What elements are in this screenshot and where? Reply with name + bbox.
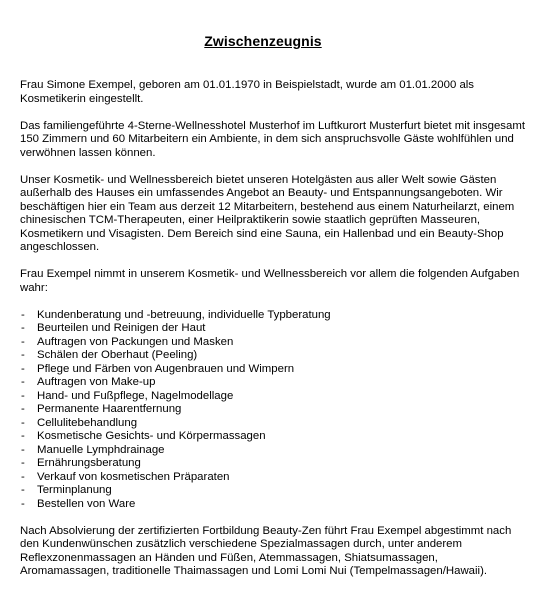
bullet-dash: -: [21, 389, 25, 402]
bullet-dash: -: [21, 470, 25, 483]
task-list: [20, 309, 526, 512]
document-title: Zwischenzeugnis: [204, 33, 322, 49]
tasks-intro-paragraph: Frau Exempel nimmt in unserem Kosmetik- und Wellnessbereich vor allem die folgenden Aufgaben wahr:: [20, 268, 520, 294]
list-item: [20, 417, 526, 431]
task-text: Hand- und Fußpflege, Nagelmodellage: [37, 389, 234, 402]
bullet-dash: -: [21, 497, 25, 510]
task-text: Cellulitebehandlung: [37, 416, 138, 429]
document-body: [20, 79, 526, 592]
task-text: Terminplanung: [37, 484, 112, 496]
special-massages-paragraph: Nach Absolvierung der zertifizierten Fortbildung Beauty-Zen führt Frau Exempel abgestimmt nach den Kundenwünschen zusätzlich verschiedene Spezialmassagen durch, unter anderem Reflexzonenmassagen an Händen und Füßen, Atemmassagen, Shiatsumassagen, Aromamassagen, traditionelle Thaimassagen und Lomi Lomi Nui (Tempelmassagen/Hawaii).: [20, 524, 512, 577]
bullet-dash: -: [21, 376, 25, 388]
task-text: Ernährungsberatung: [37, 457, 141, 469]
list-item: [20, 376, 526, 390]
task-text: Permanente Haarentfernung: [37, 403, 182, 415]
bullet-dash: -: [21, 322, 25, 334]
bullet-dash: -: [21, 349, 25, 361]
task-text: Beurteilen und Reinigen der Haut: [37, 322, 206, 334]
bullet-dash: -: [21, 403, 25, 415]
bullet-dash: -: [21, 430, 25, 442]
task-text: Auftragen von Packungen und Masken: [37, 335, 234, 348]
list-item: [20, 430, 526, 444]
list-item: [20, 457, 526, 471]
list-item: [20, 484, 526, 498]
list-item: [20, 363, 526, 377]
bullet-dash: -: [21, 335, 25, 348]
bullet-dash: -: [21, 443, 25, 456]
list-item: [20, 336, 526, 350]
bullet-dash: -: [21, 416, 25, 429]
bullet-dash: -: [21, 362, 25, 375]
task-text: Kundenberatung und -betreuung, individuelle Typberatung: [37, 308, 331, 321]
list-item: [20, 309, 526, 323]
task-text: Bestellen von Ware: [37, 497, 136, 510]
wellness-area-paragraph: Unser Kosmetik- und Wellnessbereich bietet unseren Hotelgästen aus aller Welt sowie Gästen außerhalb des Hauses ein umfassendes Angebot an Beauty- und Entspannungsangeboten. Wir beschäftigen hier ein Team aus derzeit 12 Mitarbeitern, bestehend aus einem Naturheilarzt, einem chinesischen TCM-Therapeuten, einer Heilpraktikerin sowie staatlich geprüften Masseuren, Kosmetikern und Visagisten. Dem Bereich sind eine Sauna, ein Hallenbad und ein Beauty-Shop angeschlossen.: [20, 173, 515, 253]
bullet-dash: -: [21, 484, 25, 496]
bullet-dash: -: [21, 308, 25, 321]
task-text: Kosmetische Gesichts- und Körpermassagen: [37, 430, 266, 442]
list-item: [20, 498, 526, 512]
task-text: Manuelle Lymphdrainage: [37, 443, 165, 456]
list-item: [20, 444, 526, 458]
task-text: Auftragen von Make-up: [37, 376, 156, 388]
task-text: Schälen der Oberhaut (Peeling): [37, 349, 198, 361]
intro-paragraph: Frau Simone Exempel, geboren am 01.01.1970 in Beispielstadt, wurde am 01.01.2000 als Kosmetikerin eingestellt.: [20, 79, 475, 105]
bullet-dash: -: [21, 457, 25, 469]
list-item: [20, 322, 526, 336]
list-item: [20, 403, 526, 417]
list-item: [20, 349, 526, 363]
list-item: [20, 390, 526, 404]
task-text: Verkauf von kosmetischen Präparaten: [37, 470, 230, 483]
hotel-description-paragraph: Das familiengeführte 4-Sterne-Wellnesshotel Musterhof im Luftkurort Musterfurt bietet mit insgesamt 150 Zimmern und 60 Mitarbeitern ein Ambiente, in dem sich anspruchsvolle Gäste wohlfühlen und verwöhnen lassen können.: [20, 119, 525, 159]
task-text: Pflege und Färben von Augenbrauen und Wimpern: [37, 362, 295, 375]
list-item: [20, 471, 526, 485]
